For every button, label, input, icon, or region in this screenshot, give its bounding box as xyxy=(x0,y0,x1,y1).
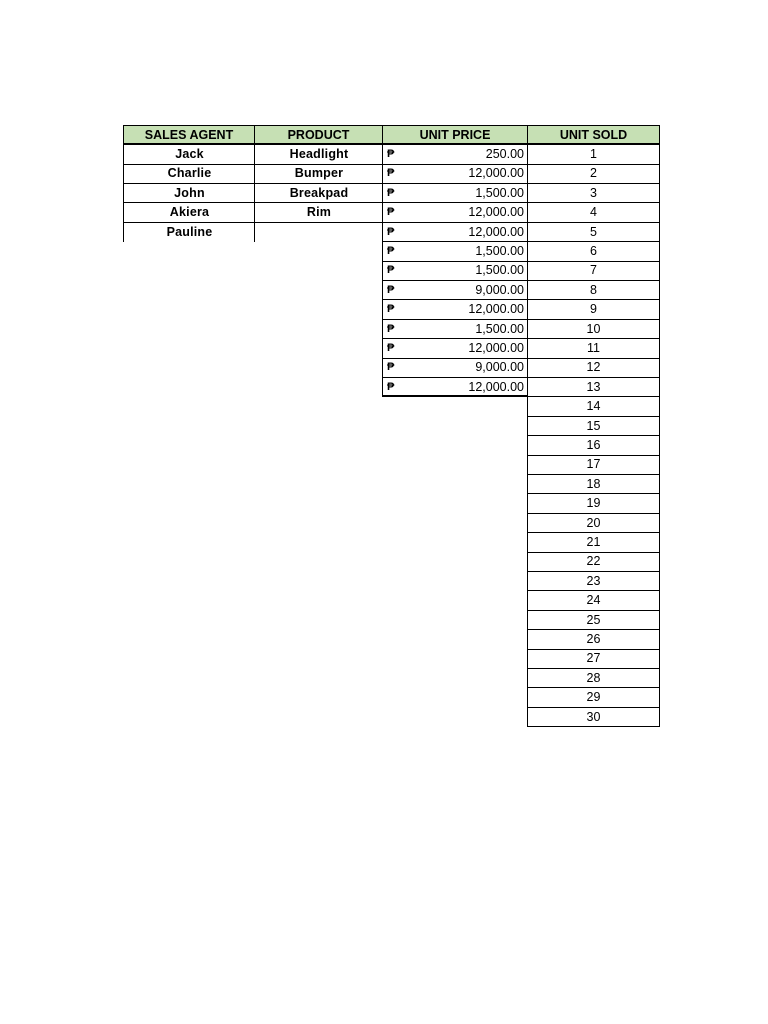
unit-sold-cell: 16 xyxy=(527,436,660,456)
unit-price-value: 12,000.00 xyxy=(468,302,524,317)
unit-sold-cell: 12 xyxy=(527,358,660,378)
unit-sold-cell: 10 xyxy=(527,320,660,340)
unit-sold-cell: 22 xyxy=(527,552,660,572)
peso-sign: ₱ xyxy=(387,342,395,354)
unit-sold-cell: 23 xyxy=(527,572,660,592)
unit-price-value: 1,500.00 xyxy=(475,263,524,278)
unit-sold-cell: 8 xyxy=(527,281,660,301)
unit-price-cell xyxy=(382,300,528,320)
unit-price-value: 9,000.00 xyxy=(475,282,524,297)
peso-sign: ₱ xyxy=(387,303,395,316)
unit-price-cell xyxy=(382,358,528,378)
unit-sold-cell: 18 xyxy=(527,475,660,495)
unit-sold-cell: 21 xyxy=(527,533,660,553)
unit-price-cell xyxy=(382,223,528,243)
unit-price-cell xyxy=(382,339,528,359)
unit-price-cell xyxy=(382,320,528,340)
unit-price-cell xyxy=(382,145,528,165)
unit-sold-cell: 2 xyxy=(527,164,660,184)
unit-price-value: 12,000.00 xyxy=(468,205,524,220)
peso-sign: ₱ xyxy=(387,148,395,160)
unit-price-cell xyxy=(382,242,528,262)
product-cell: Headlight xyxy=(254,145,383,165)
peso-sign: ₱ xyxy=(387,206,395,219)
unit-sold-cell: 26 xyxy=(527,630,660,650)
unit-sold-cell: 19 xyxy=(527,494,660,514)
unit-price-value: 250.00 xyxy=(485,147,524,161)
product-cell: Rim xyxy=(254,203,383,223)
unit-price-cell xyxy=(382,261,528,281)
unit-price-value: 9,000.00 xyxy=(475,360,524,375)
unit-sold-cell: 7 xyxy=(527,261,660,281)
unit-price-value: 12,000.00 xyxy=(468,224,524,239)
peso-sign: ₱ xyxy=(387,167,395,180)
unit-price-cell xyxy=(382,203,528,223)
unit-sold-cell: 9 xyxy=(527,300,660,320)
unit-sold-cell: 11 xyxy=(527,339,660,359)
unit-price-cell xyxy=(382,281,528,301)
unit-price-cell xyxy=(382,378,528,398)
unit-sold-cell: 14 xyxy=(527,397,660,417)
peso-sign: ₱ xyxy=(387,245,395,257)
peso-sign: ₱ xyxy=(387,322,395,335)
unit-sold-cell: 28 xyxy=(527,669,660,689)
unit-price-value: 1,500.00 xyxy=(475,321,524,336)
unit-sold-cell: 27 xyxy=(527,649,660,669)
header-unit-sold: UNIT SOLD xyxy=(527,125,660,145)
peso-sign: ₱ xyxy=(387,361,395,374)
unit-sold-cell: 13 xyxy=(527,378,660,398)
peso-sign: ₱ xyxy=(387,225,395,238)
unit-price-value: 12,000.00 xyxy=(468,166,524,181)
unit-price-value: 12,000.00 xyxy=(468,379,524,394)
unit-price-cell xyxy=(382,184,528,204)
unit-sold-cell: 1 xyxy=(527,145,660,165)
sales-agent-cell: Charlie xyxy=(123,164,255,184)
peso-sign: ₱ xyxy=(387,186,395,199)
unit-sold-cell: 25 xyxy=(527,611,660,631)
unit-sold-cell: 4 xyxy=(527,203,660,223)
product-cell: Bumper xyxy=(254,164,383,184)
unit-price-cell xyxy=(382,164,528,184)
peso-sign: ₱ xyxy=(387,264,395,277)
sales-agent-cell: Jack xyxy=(123,145,255,165)
unit-price-value: 1,500.00 xyxy=(475,185,524,200)
unit-sold-cell: 3 xyxy=(527,184,660,204)
unit-sold-cell: 5 xyxy=(527,223,660,243)
unit-price-value: 1,500.00 xyxy=(475,244,524,258)
unit-sold-cell: 30 xyxy=(527,708,660,728)
unit-price-value: 12,000.00 xyxy=(468,341,524,355)
sales-agent-cell: John xyxy=(123,184,255,204)
unit-sold-cell: 24 xyxy=(527,591,660,611)
sales-agent-cell: Pauline xyxy=(123,223,255,243)
unit-sold-cell: 6 xyxy=(527,242,660,262)
peso-sign: ₱ xyxy=(387,380,395,393)
unit-sold-cell: 20 xyxy=(527,514,660,534)
product-cell-empty xyxy=(254,223,383,243)
header-unit-price: UNIT PRICE xyxy=(382,125,528,145)
product-cell: Breakpad xyxy=(254,184,383,204)
sales-agent-cell: Akiera xyxy=(123,203,255,223)
header-product: PRODUCT xyxy=(254,125,383,145)
unit-sold-cell: 29 xyxy=(527,688,660,708)
unit-sold-cell: 17 xyxy=(527,455,660,475)
unit-sold-cell: 15 xyxy=(527,417,660,437)
peso-sign: ₱ xyxy=(387,283,395,296)
header-sales-agent: SALES AGENT xyxy=(123,125,255,145)
